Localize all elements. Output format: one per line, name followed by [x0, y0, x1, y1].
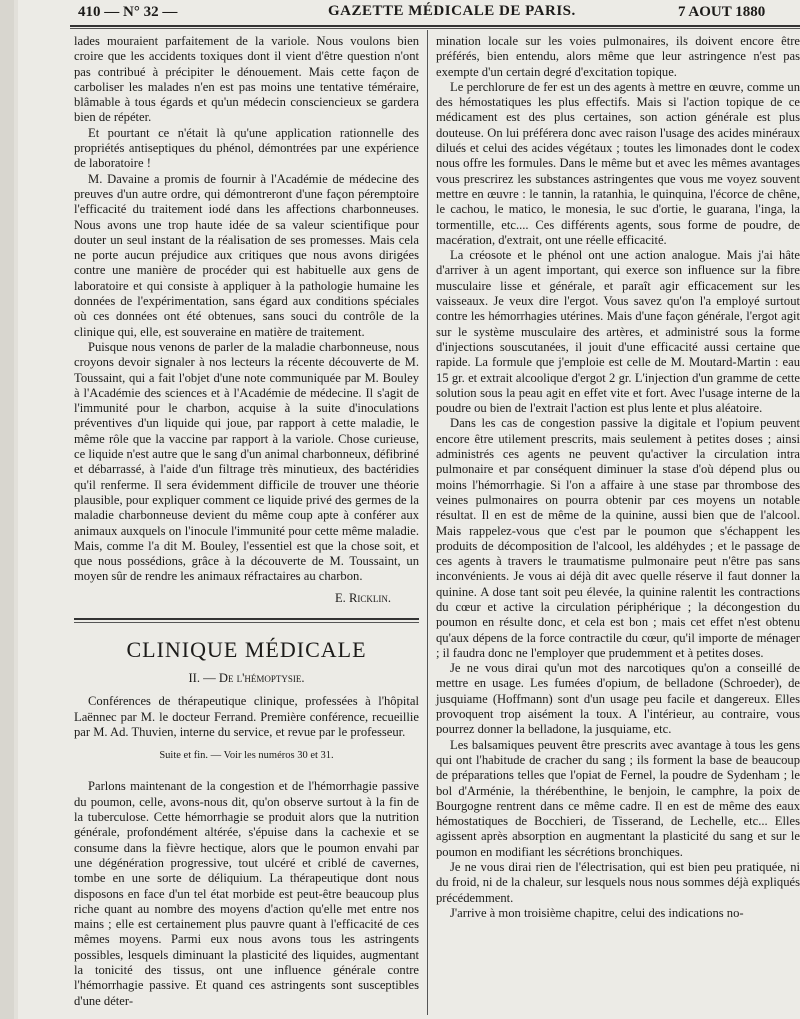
header-rule-thin — [70, 28, 800, 29]
paragraph: mination locale sur les voies pulmonaires, ils doivent encore être préférés, bien entendu, alors même que leur astringence n'est pas exempte d'un certain degré d'excitation topique. — [436, 34, 800, 79]
paragraph: Le perchlorure de fer est un des agents à mettre en œuvre, comme un des hémostatiques les plus effectifs. Mais si l'action topique de ce médicament est des plus certaines, son action générale est plus douteuse. On lui préférera donc avec raison l'usage des acides minéraux dilués et celui des acides végétaux ; toutes les limonades dont le codex nous offre les formules. Dans le même but et avec les mêmes avantages vous prescrirez les substances astringentes que vous me voyez souvent mettre en œuvre : le tannin, la ratanhia, le quinquina, l'écorce de chêne, le cachou, le matico, le monesia, le suc d'ortie, le guarana, l'inga, la tormentille, etc.... Ces différents agents, sous forme de poudre, de macération, d'extrait, ont une réelle efficacité. — [436, 79, 800, 247]
column-divider — [427, 30, 428, 1015]
section-rule — [74, 618, 419, 620]
paragraph: lades mouraient parfaitement de la variole. Nous voulons bien croire que les accidents toxiques dont il vient d'être question n'ont pas contribué à précipiter le dénouement. Mais cette façon de carboliser les malades n'en est pas moins une tentative téméraire, blâmable à tous égards et qu'un médecin consciencieux se gardera bien de répéter. — [74, 34, 419, 125]
right-column — [436, 34, 800, 921]
page-header — [78, 2, 790, 24]
paragraph: Je ne vous dirai rien de l'électrisation, qui est bien peu pratiquée, ni du froid, ni de la chaleur, sur lesquels nous nous sommes déjà expliqués précédemment. — [436, 860, 800, 905]
paragraph: Parlons maintenant de la congestion et de l'hémorrhagie passive du poumon, celle, avons-nous dit, qu'on observe surtout à la fin de la tuberculose. Cette hémorrhagie se produit alors que la nutrition générale, profondément altérée, s'épuise dans la cachexie et se consume dans la fièvre hectique, alors que le poumon envahi par une dégénération progressive, tout ulcéré et criblé de cavernes, tombe en une sorte de déliquium. La thérapeutique dont nous disposons en face d'un tel état morbide est peut-être beaucoup plus riche quant au nombre des moyens d'action qu'elle met entre nos mains ; elle est certainement plus pauvre quant à l'efficacité de ces mêmes moyens. Parmi eux nous avons tous les astringents possibles, lesquels diminuant la plasticité des liquides, augmentant la tonicité des tissus, ont une influence générale contre l'hémorrhagie passive. Et quand ces astringents sont susceptibles d'une déter- — [74, 779, 419, 1008]
suite-note: Suite et fin. — Voir les numéros 30 et 31. — [159, 750, 334, 762]
section-subtitle: II. — De l'hémoptysie. — [188, 670, 305, 685]
paragraph: Puisque nous venons de parler de la maladie charbonneuse, nous croyons devoir signaler à nos lecteurs la récente découverte de M. Toussaint, qui a fait l'objet d'une note communiquée par M. Bouley à l'Académie des sciences et à l'Académie de médecine. Il s'agit de l'immunité pour le charbon, acquise à la suite d'inoculations préventives d'un liquide qui joue, par rapport à cette maladie, le même rôle que la vaccine par rapport à la variole. Chose curieuse, ce liquide n'est autre que le sang d'un animal charbonneux, défibriné et débarrassé, à l'aide d'un filtrage très minutieux, des bactéridies qu'il renferme. Il sera évidemment difficile de trouver une théorie plausible, pour expliquer comment ce liquide privé des germes de la maladie charbonneuse devient du même coup apte à conférer aux animaux auxquels on l'inocule l'immunité pour cette même maladie. Mais, comme l'a dit M. Bouley, l'essentiel est que la chose soit, et que nous possédions, grâce à la découverte de M. Toussaint, un moyen sûr de rendre les animaux réfractaires au charbon. — [74, 339, 419, 584]
paragraph: Je ne vous dirai qu'un mot des narcotiques qu'on a conseillé de mettre en usage. Les fumées d'opium, de belladone (Schroeder), de jusquiame (Hoffmann) sont d'un usage peu facile et dangereux. Elles provoquent trop aisément la toux. A l'intérieur, au contraire, vous pourrez donner la belladone, la jusquiame, etc. — [436, 661, 800, 737]
journal-title: GAZETTE MÉDICALE DE PARIS. — [328, 3, 576, 19]
page-edge — [0, 0, 14, 1019]
page-edge-inner — [14, 0, 18, 1019]
paragraph: Les balsamiques peuvent être prescrits avec avantage à tous les gens qui ont l'habitude de cracher du sang ; ils forment la base de beaucoup de préparations telles que l'opiat de Fernel, la poudre de Sydenham ; le bol d'Arménie, la thérébenthine, le benjoin, le camphre, la poix de Bourgogne rentrent dans ce même cadre. Il en est de même des eaux hémostatiques de Bocchieri, de Tisserand, de Lechelle, etc... Elles agissent après absorption en augmentant la plasticité du sang et sur le poumon en modifiant les sécrétions bronchiques. — [436, 737, 800, 859]
header-rule — [70, 25, 800, 27]
section-title: CLINIQUE MÉDICALE — [126, 636, 367, 662]
paragraph: J'arrive à mon troisième chapitre, celui des indications no- — [450, 905, 744, 920]
paragraph: La créosote et le phénol ont une action analogue. Mais j'ai hâte d'arriver à un agent important, qui exerce son influence sur la fibre musculaire lisse et générale, et paraît agir efficacement sur les vaisseaux. Je veux dire l'ergot. Vous savez qu'on l'a employé surtout contre les hémorrhagies utérines. Mais d'une façon générale, l'ergot agit sur le système musculaire des artères, et administré sous la forme d'injections souscutanées, il jouit d'une efficacité aussi certaine que rapide. La formule que j'emploie est celle de M. Moutard-Martin : eau 15 gr. et extrait alcoolique d'ergot 2 gr. L'injection d'un gramme de cette solution sous la peau agit en effet vite et fort. Avec l'usage interne de la poudre ou bien de l'extrait l'action est plus lente et plus aléatoire. — [436, 248, 800, 416]
paragraph: Et pourtant ce n'était là qu'une application rationnelle des propriétés antiseptiques du phénol, démontrées par une expérience de laboratoire ! — [74, 125, 419, 171]
page-number-issue: 410 — N° 32 — — [78, 4, 178, 20]
conference-note: Conférences de thérapeutique clinique, professées à l'hôpital Laënnec par M. le docteur Ferrand. Première conférence, recueillie par M. Ad. Thuvien, interne du service, et revue par le professeur. — [74, 694, 419, 739]
paragraph: Dans les cas de congestion passive la digitale et l'opium peuvent encore être utilement prescrits, mais seulement à petites doses ; ainsi administrés ces agents ne peuvent qu'activer la circulation intra pulmonaire et par conséquent diminuer la stase d'où dépend plus ou moins l'hémorrhagie. Si l'on a affaire à une stase par thrombose des veines pulmonaires on pourra obtenir par ces moyens un notable résultat. Il en est de même de la quinine, aussi bien que de l'alcool. Mais rappelez-vous que c'est par le poumon que s'échappent les produits de décomposition de l'alcool, les aldéhydes ; et le passage de ces agents à travers le traumatisme pulmonaire peut n'être pas sans inconvénients. Je vous ai déjà dit avec quelle réserve il faut donner la quinine. A dose tant soit peu élevée, la quinine ralentit les contractions du cœur et active la circulation périphérique ; la décongestion du poumon en résulte donc, et cela est bon ; mais cet effet n'est obtenu qu'aux dépens de la force contractile du cœur, qu'il importe de ménager ; il faudra donc ne l'employer que prudemment et à petites doses. — [436, 416, 800, 660]
author-signature: E. Ricklin. — [334, 590, 391, 605]
section-rule-thin — [74, 622, 419, 623]
left-column — [74, 34, 419, 1009]
paragraph: M. Davaine a promis de fournir à l'Académie de médecine des preuves d'un autre ordre, qui démontreront d'une façon péremptoire l'efficacité du traitement iodé dans les affections charbonneuses. Nous avons une trop haute idée de sa valeur scientifique pour douter un seul instant de la réalisation de ses promesses. Mais cela ne porte aucun préjudice aux critiques que nous avons dirigées contre une manière de procéder qui est habituelle aux gens de laboratoire et qui consiste à appliquer à la pathologie humaine les données de l'expérimentation, sans égard aux conditions spéciales où ces données ont été obtenues, sans souci du contrôle de la clinique qui, elle, est souveraine en matière de traitement. — [74, 171, 419, 339]
issue-date: 7 AOUT 1880 — [678, 4, 766, 20]
